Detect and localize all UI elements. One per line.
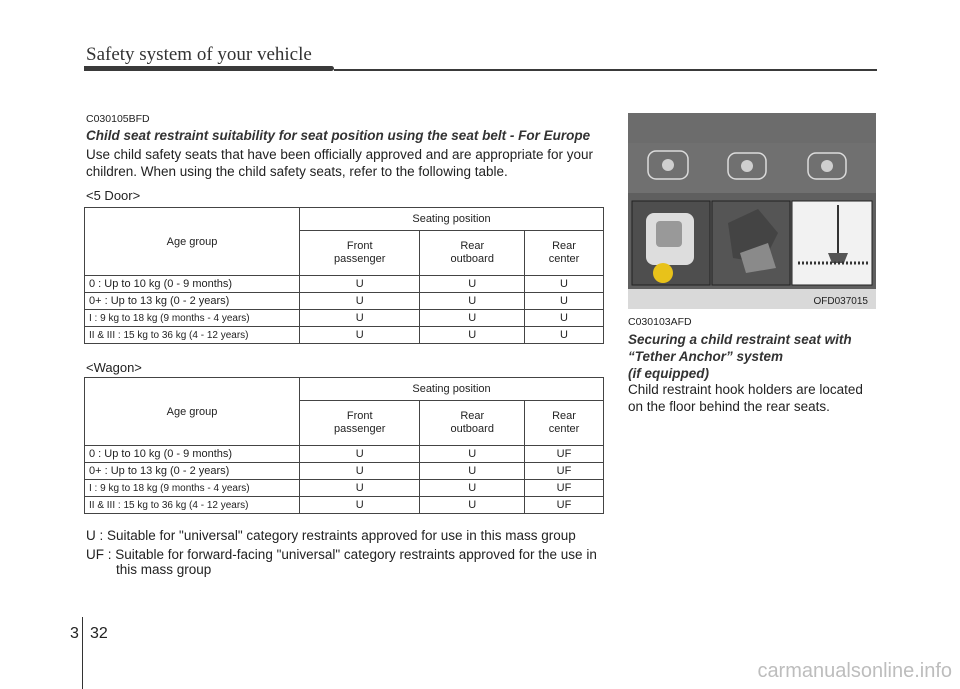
legend-uf-cont: this mass group: [116, 562, 212, 577]
table-row: II & III : 15 kg to 36 kg (4 - 12 years) U U UF: [85, 497, 604, 514]
right-section-code: C030103AFD: [628, 316, 692, 328]
right-heading: Securing a child restraint seat with “Tether Anchor” system (if equipped): [628, 332, 852, 381]
table-row: 0+ : Up to 13 kg (0 - 2 years) U U UF: [85, 463, 604, 480]
age-group-header: Age group: [85, 378, 300, 446]
seating-position-header: Seating position: [300, 208, 604, 231]
header-rule: [334, 69, 877, 71]
seat-table-wagon: [84, 377, 604, 514]
tether-anchor-illustration: [628, 113, 876, 309]
age-group-header: Age group: [85, 208, 300, 276]
page-number: 32: [90, 625, 108, 642]
chapter-number: 3: [70, 625, 79, 642]
legend-uf: UF : Suitable for forward-facing "universal" category restraints approved for the use in: [86, 547, 597, 562]
section-code: C030105BFD: [86, 113, 150, 125]
photo-caption: OFD037015: [810, 296, 872, 307]
tether-anchor-drawing: [628, 113, 876, 309]
rear-center-header: Rear center: [525, 231, 604, 276]
table-row: 0 : Up to 10 kg (0 - 9 months) U U UF: [85, 446, 604, 463]
legend-u: U : Suitable for "universal" category restraints approved for use in this mass group: [86, 528, 576, 543]
rear-outboard-header: Rear outboard: [420, 231, 525, 276]
seat-table-5door: [84, 207, 604, 344]
front-passenger-header: Front passenger: [300, 401, 420, 446]
watermark: carmanualsonline.info: [757, 660, 952, 682]
right-body: Child restraint hook holders are located on the floor behind the rear seats.: [628, 382, 863, 414]
table-row: 0+ : Up to 13 kg (0 - 2 years) U U U: [85, 293, 604, 310]
wagon-label: <Wagon>: [86, 360, 142, 375]
door-label: <5 Door>: [86, 188, 141, 203]
intro-paragraph: Use child safety seats that have been officially approved and are appropriate for your children. When using the child safety seats, refer to the following table.: [86, 147, 594, 179]
table-row: I : 9 kg to 18 kg (9 months - 4 years) U U U: [85, 310, 604, 327]
seating-position-header: Seating position: [300, 378, 604, 401]
footer-divider: [82, 617, 83, 689]
front-passenger-header: Front passenger: [300, 231, 420, 276]
page-header-title: Safety system of your vehicle: [86, 44, 312, 65]
table-row: 0 : Up to 10 kg (0 - 9 months) U U U: [85, 276, 604, 293]
section-heading: Child seat restraint suitability for seat position using the seat belt - For Europe: [86, 128, 591, 143]
table-row: I : 9 kg to 18 kg (9 months - 4 years) U U UF: [85, 480, 604, 497]
table-row: II & III : 15 kg to 36 kg (4 - 12 years) U U U: [85, 327, 604, 344]
rear-outboard-header: Rear outboard: [420, 401, 525, 446]
header-bar: [84, 66, 334, 71]
rear-center-header: Rear center: [525, 401, 604, 446]
